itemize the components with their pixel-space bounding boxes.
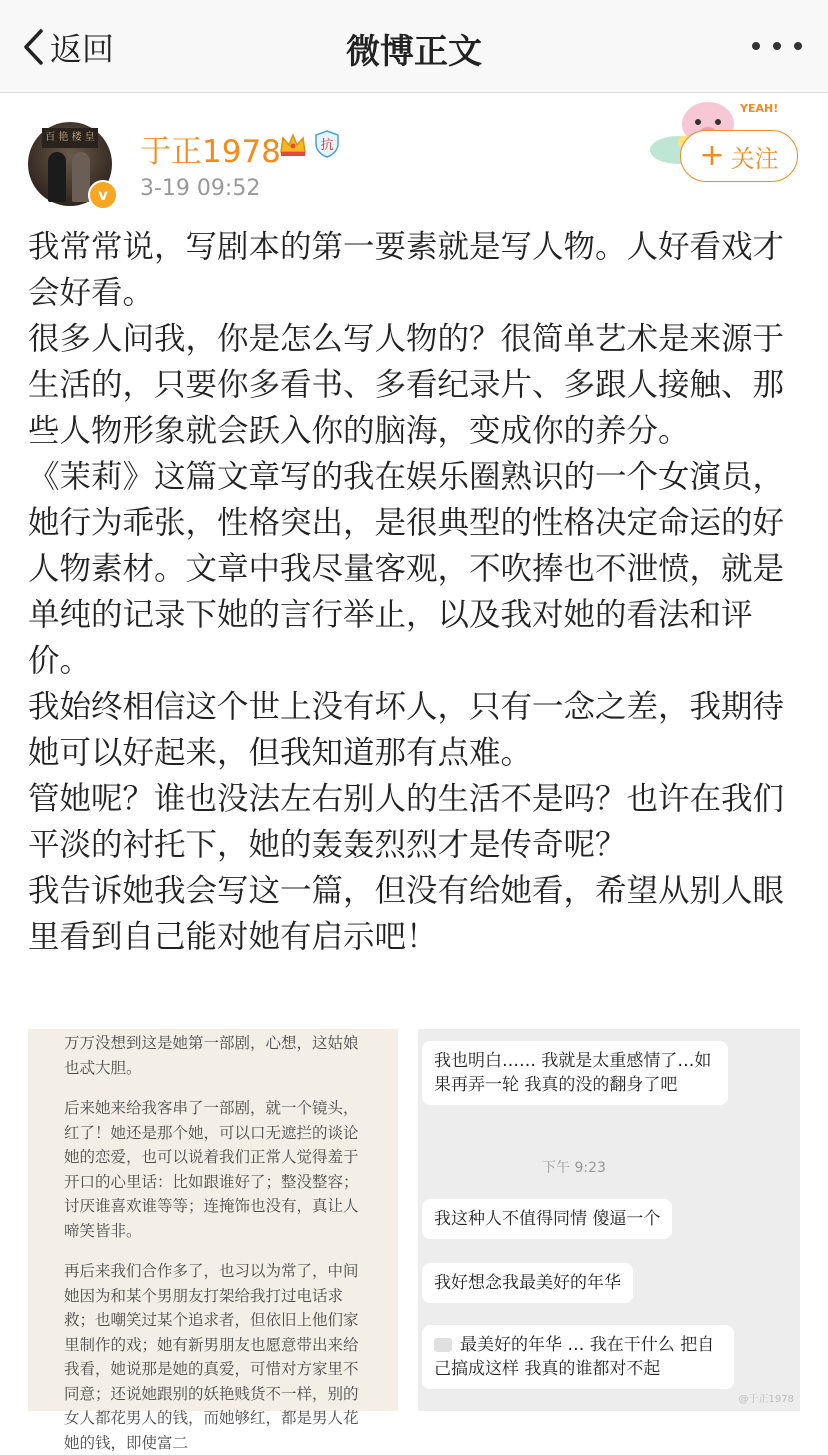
article-paragraph: 再后来我们合作多了，也习以为常了，中间她因为和某个男朋友打架给我打过电话求救；也嘲笑过某个追求者，但依旧上他们家里制作的戏；她有新男朋友也愿意带出来给我看，她说那是她的真爱，可惜对方家里不同意；还说她跟别的妖艳贱货不一样，别的女人都花男人的钱，而她够红，都是男人花她的钱，即使富二: [64, 1262, 359, 1452]
post-paragraph: 我告诉她我会写这一篇，但没有给她看，希望从别人眼里看到自己能对她有启示吧！: [28, 873, 785, 955]
svg-text:抗: 抗: [320, 138, 334, 153]
chat-image[interactable]: [418, 1029, 800, 1411]
svg-text:YEAH!: YEAH!: [740, 102, 779, 115]
ellipsis-icon: [752, 42, 760, 50]
post-paragraph: 《茉莉》这篇文章写的我在娱乐圈熟识的一个女演员，她行为乖张，性格突出，是很典型的性格决定命运的好人物素材。文章中我尽量客观，不吹捧也不泄愤，就是单纯的记录下她的言行举止，以及我对她的看法和评价。: [28, 459, 785, 679]
redacted-block: [434, 1338, 452, 1352]
chat-timestamp: 下午 9:23: [542, 1160, 606, 1176]
article-paragraph: 后来她来给我客串了一部剧，就一个镜头，红了！她还是那个她，可以口无遮拦的谈论她的恋爱，也可以说着我们正常人觉得羞于开口的心里话：比如跟谁好了；整没整容；讨厌谁喜欢谁等等；连掩饰也没有，真让人啼笑皆非。: [64, 1099, 359, 1240]
verified-badge: v: [88, 180, 118, 210]
crown-icon: [278, 130, 308, 158]
page-title: 微博正文: [346, 32, 482, 72]
author-name[interactable]: 于正1978: [140, 134, 281, 170]
more-button[interactable]: [752, 34, 802, 58]
chat-bubble: [422, 1325, 734, 1389]
post-time: 3-19 09:52: [140, 176, 261, 201]
back-label: 返回: [50, 30, 115, 68]
post-paragraph: 我始终相信这个世上没有坏人，只有一念之差，我期待她可以好起来，但我知道那有点难。: [28, 689, 785, 771]
nav-bar: [0, 0, 828, 93]
chat-bubble: 我好想念我最美好的年华: [422, 1263, 633, 1303]
chat-bubble: 我这种人不值得同情 傻逼一个: [422, 1199, 672, 1239]
watermark: @于正1978: [738, 1394, 794, 1405]
follow-label: 关注: [730, 144, 779, 173]
post-paragraph: 很多人问我，你是怎么写人物的？很简单艺术是来源于生活的，只要你多看书、多看纪录片、多跟人接触、那些人物形象就会跃入你的脑海，变成你的养分。: [28, 321, 785, 449]
fight-badge-icon: [314, 130, 340, 158]
post-text: [28, 224, 798, 960]
follow-button[interactable]: [680, 130, 798, 182]
chat-bubble: 我也明白…… 我就是太重感情了…如果再弄一轮 我真的没的翻身了吧: [422, 1041, 728, 1105]
post-paragraph: 我常常说，写剧本的第一要素就是写人物。人好看戏才会好看。: [28, 229, 785, 311]
article-image[interactable]: [28, 1029, 398, 1452]
chat-bubble-text: 最美好的年华 … 我在干什么 把自己搞成这样 我真的谁都对不起: [434, 1335, 715, 1379]
avatar-sign: 百 艳 楼 皇: [42, 128, 98, 148]
article-paragraph: 万万没想到这是她第一部剧，心想，这姑娘也忒大胆。: [64, 1034, 359, 1077]
post-paragraph: 管她呢？谁也没法左右别人的生活不是吗？也许在我们平淡的衬托下，她的轰轰烈烈才是传奇呢？: [28, 781, 785, 863]
plus-icon: +: [699, 138, 725, 173]
